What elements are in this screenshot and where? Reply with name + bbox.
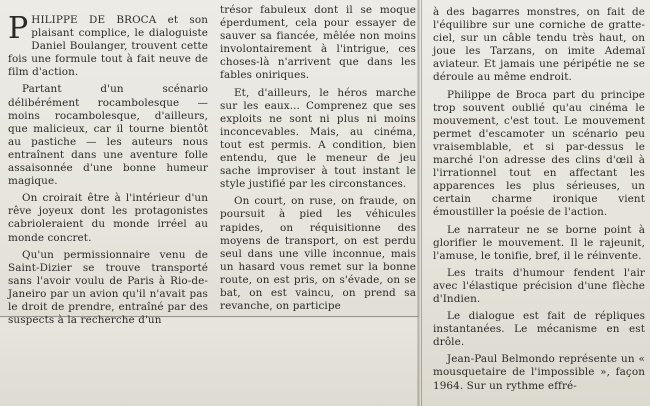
paragraph-1: à des bagarres monstres, on fait de l'équilibre sur une corniche de gratte-ciel, sur un câble tendu très haut, on joue les Tarzans, on imite Ademaï aviateur. Et jamais une péripétie ne se déroule au même endroit. — [433, 6, 645, 84]
article-column-3 — [433, 6, 645, 397]
paragraph-5: Le dialogue est fait de répliques instantanées. Le mécanisme en est drôle. — [433, 310, 645, 349]
paragraph-3: Le narrateur ne se borne point à glorifier le mouvement. Il le rajeunit, l'amuse, le tonifie, bref, il le réinvente. — [433, 223, 645, 262]
paragraph-3: On croirait être à l'intérieur d'un rêve joyeux dont les protagonistes cabrioleraient du monde irréel au monde concret. — [8, 192, 208, 244]
paragraph-text: HILIPPE DE BROCA et son plaisant complice, le dialoguiste Daniel Boulanger, trouvent cette fois une formule tout à fait neuve de film d'action. — [8, 14, 208, 79]
paragraph-3: On court, on ruse, on fraude, on poursuit à pied les véhicules rapides, on réquisitionne des moyens de transport, on est perdu seul dans une ville inconnue, mais un hasard vous remet sur la bonne route, on est pris, on s'évade, on se bat, on est vaincu, on prend sa revanche, on participe — [220, 195, 416, 313]
drop-cap: P — [8, 11, 29, 46]
paragraph-4: Qu'un permissionnaire venu de Saint-Dizier se trouve transporté sans l'avoir voulu de Paris à Rio-de-Janeiro par un avion qu'il n'avait pas le droit de prendre, entraîné par des suspects à la recherche d'un — [8, 248, 208, 327]
paragraph-1 — [8, 11, 208, 79]
column-separator-rule — [421, 0, 422, 406]
paragraph-4: Les traits d'humour fendent l'air avec l'élastique précision d'une flèche d'Indien. — [433, 266, 645, 305]
paragraph-6: Jean-Paul Belmondo représente un « mousquetaire de l'impossible », façon 1964. Sur un rythme effré- — [433, 353, 645, 392]
article-column-1 — [8, 11, 208, 331]
paragraph-2: Philippe de Broca part du principe trop souvent oublié qu'au cinéma le mouvement, c'est tout. Le mouvement permet d'escamoter un scénario peu vraisemblable, et si par-dessus le marché l'on adresse des clins d'œil à l'irrationnel tout en affectant les apparences les plus sérieuses, un certain charme ironique vient émoustiller la poésie de l'action. — [433, 88, 645, 219]
paragraph-1: trésor fabuleux dont il se moque éperdument, cela pour essayer de sauver sa fiancée, mêlée non moins involontairement à l'intrigue, ces choses-là n'arrivent que dans les fables oniriques. — [220, 4, 416, 82]
blank-margin-area — [0, 318, 420, 406]
paper-fold-line — [417, 0, 420, 406]
article-column-2 — [220, 4, 416, 317]
paragraph-2: Et, d'ailleurs, le héros marche sur les eaux... Comprenez que ses exploits ne sont ni plus ni moins inconcevables. Mais, au cinéma, tout est permis. A condition, bien entendu, que le meneur de jeu sache improviser à tout instant le style justifié par les circonstances. — [220, 86, 416, 191]
paragraph-2: Partant d'un scénario délibérément rocambolesque — moins rocambolesque, d'ailleurs, que malicieux, car il tourne bientôt au pastiche — les auteurs nous entraînent dans une aventure folle assaisonnée d'une bonne humeur magique. — [8, 83, 208, 188]
